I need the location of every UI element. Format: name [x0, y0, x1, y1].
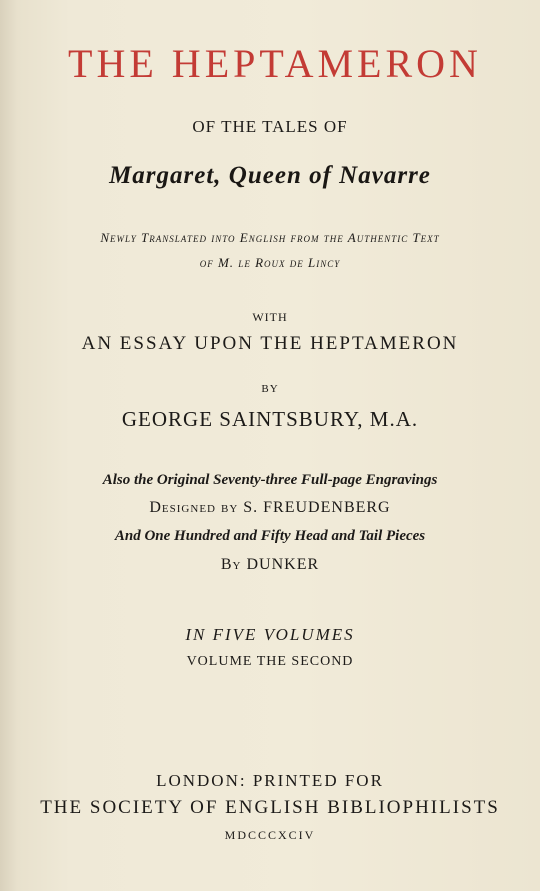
designer-line: Designed by S. FREUDENBERG: [149, 499, 391, 516]
engravings-line: Also the Original Seventy-three Full-page Engravings: [102, 472, 438, 488]
imprint-line-1: LONDON: PRINTED FOR: [156, 771, 384, 790]
translation-note-line-1: Newly Translated into English from the Authentic Text: [100, 230, 440, 245]
head-tail-pieces-line: And One Hundred and Fifty Head and Tail Pieces: [114, 528, 426, 544]
with-label: WITH: [252, 310, 288, 324]
subtitle-tales-of: OF THE TALES OF: [192, 117, 348, 136]
volume-count: IN FIVE VOLUMES: [185, 625, 355, 644]
publication-year: MDCCCXCIV: [224, 828, 316, 842]
translation-note-line-2: of M. le Roux de Lincy: [199, 255, 341, 270]
imprint-line-2: THE SOCIETY OF ENGLISH BIBLIOPHILISTS: [40, 797, 500, 818]
by-label: BY: [261, 383, 279, 395]
book-title: THE HEPTAMERON: [68, 41, 482, 86]
author-name: GEORGE SAINTSBURY, M.A.: [121, 407, 419, 431]
subject-line: Margaret, Queen of Navarre: [109, 162, 431, 189]
essay-line: AN ESSAY UPON THE HEPTAMERON: [81, 333, 459, 354]
volume-number: VOLUME THE SECOND: [186, 654, 354, 669]
dunker-line: By DUNKER: [220, 556, 320, 573]
